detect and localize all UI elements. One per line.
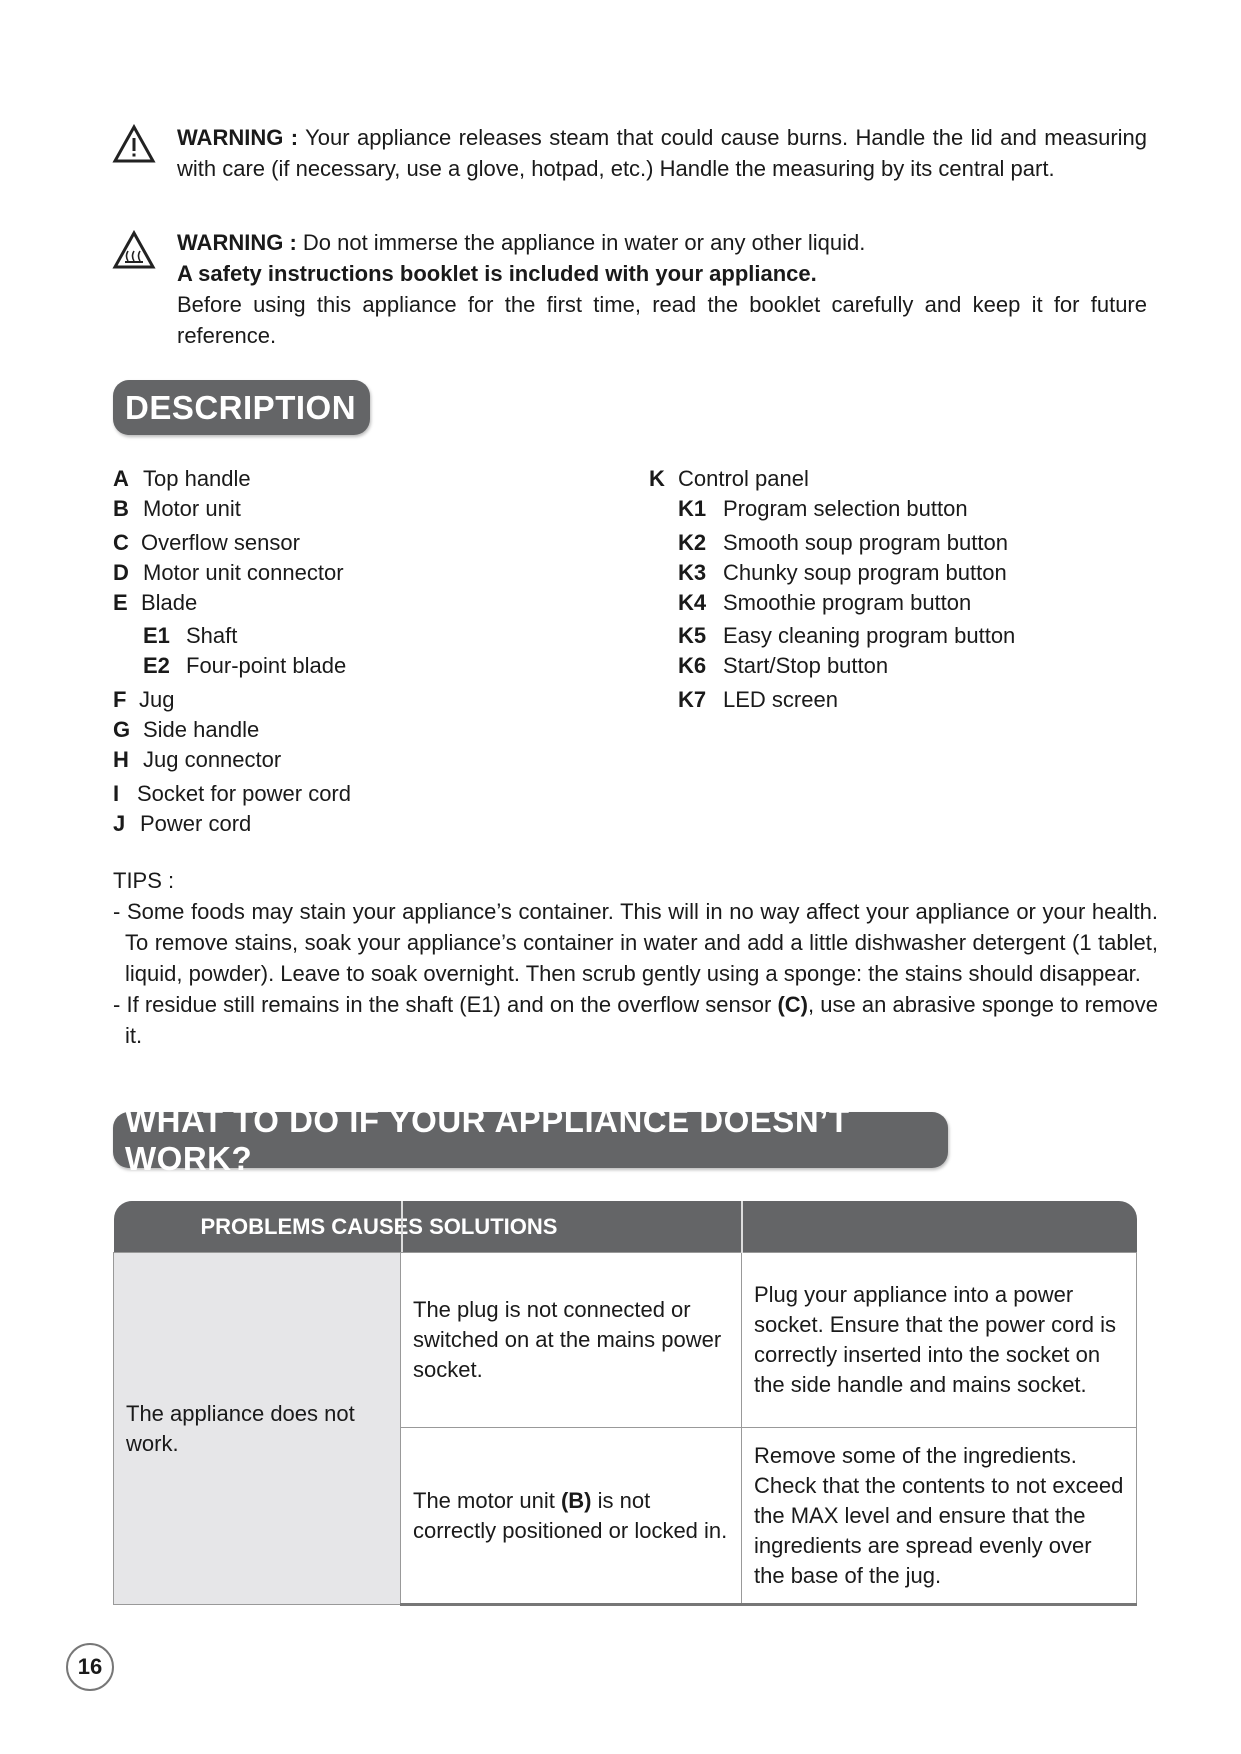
item-key: F (113, 687, 127, 712)
item-key: B (113, 496, 129, 521)
cause-text: The motor unit (413, 1487, 561, 1513)
safety-booklet-note: A safety instructions booklet is included with your appliance. (177, 261, 817, 286)
list-item (113, 530, 300, 556)
list-item (143, 653, 346, 679)
solution-cell: Plug your appliance into a power socket. Ensure that the power cord is correctly inserted into the socket on the side handle and mains socket. (742, 1253, 1137, 1428)
tip-text: , use an abrasive sponge to remove it. (125, 992, 1158, 1048)
troubleshooting-table (113, 1201, 1137, 1606)
item-key: K (649, 466, 665, 491)
list-item (678, 653, 888, 679)
item-label: Chunky soup program button (723, 560, 1007, 585)
list-item (678, 530, 1008, 556)
list-item (678, 687, 838, 713)
table-header-label (114, 1201, 742, 1253)
item-label: Jug (139, 687, 175, 712)
item-label: Blade (141, 590, 198, 615)
item-label: Program selection button (723, 496, 968, 521)
list-item (678, 560, 1007, 586)
list-item (113, 747, 281, 773)
item-key: A (113, 466, 129, 491)
list-item (113, 687, 174, 713)
item-label: Easy cleaning program button (723, 623, 1016, 648)
warning-steam (177, 122, 1147, 184)
table-header (114, 1201, 1137, 1253)
tip-item (113, 989, 1158, 1051)
list-item (678, 590, 971, 616)
tip-item: - Some foods may stain your appliance’s container. This will in no way affect your appliance or your health. To remove stains, soak your appliance’s container in water and add a little dishwasher detergent (1 tablet, liquid, powder). Leave to soak overnight. Then scrub gently using a sponge: the stains should disappear. (113, 899, 1158, 986)
warning-label: WARNING : (177, 125, 299, 150)
item-label: Power cord (140, 811, 252, 836)
cause-text: is not correctly positioned or locked in. (413, 1487, 728, 1543)
booklet-advice: Before using this appliance for the first time, read the booklet carefully and keep it for future reference. (177, 292, 1147, 348)
warning-immerse (177, 227, 1147, 351)
item-label: Four-point blade (186, 653, 347, 678)
warning-text: Do not immerse the appliance in water or any other liquid. (296, 230, 866, 255)
cause-cell (401, 1428, 742, 1605)
tip-ref: (C) (777, 992, 809, 1017)
warning-text: Your appliance releases steam that could cause burns. Handle the lid and measuring with care (if necessary, use a glove, hotpad, etc.) Handle the measuring by its central part. (177, 125, 1147, 181)
item-key: C (113, 530, 129, 555)
table-row (114, 1253, 1137, 1428)
item-label: Smooth soup program button (723, 530, 1008, 555)
item-label: LED screen (723, 687, 838, 712)
list-item (113, 560, 344, 586)
list-item (113, 717, 259, 743)
item-key: K5 (678, 623, 707, 648)
item-key: G (113, 717, 131, 742)
cause-ref: (B) (560, 1487, 592, 1513)
item-label: Shaft (186, 623, 238, 648)
troubleshooting-heading: WHAT TO DO IF YOUR APPLIANCE DOESN’T WORK? (113, 1112, 948, 1168)
list-item (649, 466, 809, 492)
cause-cell: The plug is not connected or switched on at the mains power socket. (401, 1253, 742, 1428)
item-key: K4 (678, 590, 707, 615)
list-item (113, 590, 197, 616)
item-label: Socket for power cord (137, 781, 351, 806)
hot-surface-warning-icon (112, 230, 156, 270)
item-key: H (113, 747, 129, 772)
page-number: 16 (66, 1643, 114, 1691)
warning-label: WARNING : (177, 230, 297, 255)
solution-cell: Remove some of the ingredients. Check that the contents to not exceed the MAX level and ensure that the ingredients are spread evenly over the base of the jug. (742, 1428, 1137, 1605)
item-label: Motor unit connector (143, 560, 344, 585)
header-text: PROBLEMS CAUSES SOLUTIONS (200, 1213, 558, 1239)
tip-text: - If residue still remains in the shaft (E1) and on the overflow sensor (113, 992, 778, 1017)
tips-title: TIPS : (113, 868, 175, 893)
item-label: Overflow sensor (141, 530, 300, 555)
item-key: K2 (678, 530, 707, 555)
item-label: Start/Stop button (723, 653, 889, 678)
table-header-empty (742, 1201, 1137, 1253)
item-key: E (113, 590, 128, 615)
item-key: K6 (678, 653, 707, 678)
item-key: K3 (678, 560, 707, 585)
list-item (113, 466, 251, 492)
list-item (113, 496, 241, 522)
list-item (113, 811, 251, 837)
warning-triangle-icon (112, 124, 156, 164)
list-item (678, 496, 968, 522)
item-key: K7 (678, 687, 707, 712)
list-item (143, 623, 237, 649)
problem-cell: The appliance does not work. (114, 1253, 401, 1605)
list-item (678, 623, 1015, 649)
item-key: I (113, 781, 120, 806)
item-label: Top handle (143, 466, 251, 491)
list-item (113, 781, 351, 807)
item-key: E1 (143, 623, 170, 648)
description-heading: DESCRIPTION (113, 380, 370, 435)
item-label: Side handle (143, 717, 260, 742)
item-key: K1 (678, 496, 707, 521)
item-key: E2 (143, 653, 170, 678)
item-label: Jug connector (143, 747, 282, 772)
item-key: J (113, 811, 126, 836)
item-key: D (113, 560, 129, 585)
tips-section (113, 865, 1158, 1051)
item-label: Smoothie program button (723, 590, 972, 615)
item-label: Motor unit (143, 496, 241, 521)
item-label: Control panel (678, 466, 809, 491)
